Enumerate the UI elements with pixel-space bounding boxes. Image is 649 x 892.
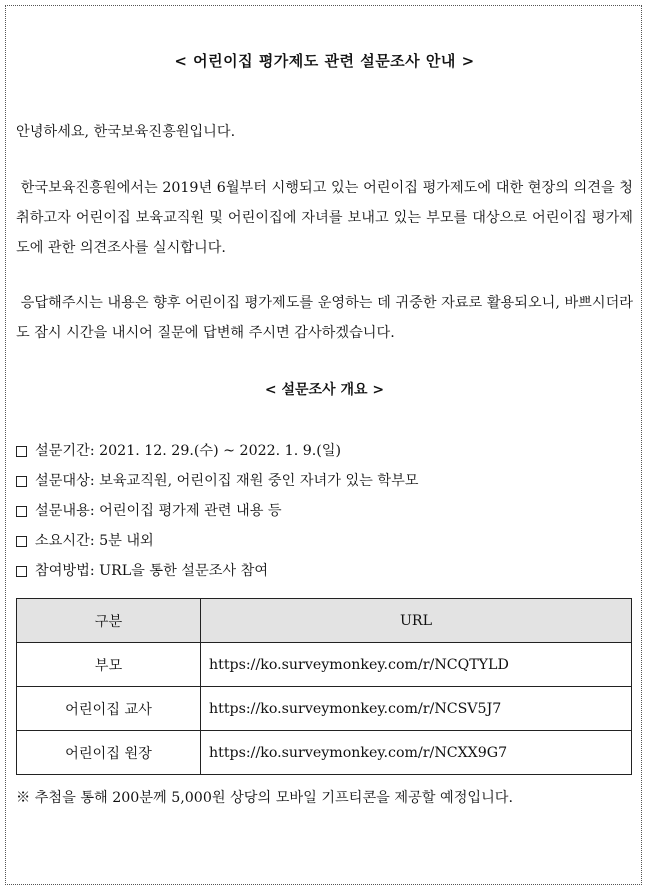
header-category: 구분 (17, 599, 201, 643)
row-url-link[interactable]: https://ko.surveymonkey.com/r/NCSV5J7 (201, 687, 632, 731)
overview-title: < 설문조사 개요 > (264, 382, 385, 398)
document-title: < 어린이집 평가제도 관련 설문조사 안내 > (174, 52, 475, 70)
table-row (17, 643, 632, 687)
table-row (17, 687, 632, 731)
overview-item-target (16, 466, 633, 496)
intro-paragraph-text: 한국보육진흥원에서는 2019년 6월부터 시행되고 있는 어린이집 평가제도에 대한 현장의 의견을 청취하고자 어린이집 보육교직원 및 어린이집에 자녀를 보내고 있는 부모를 대상으로 어린이집 평가제도에 관한 의견조사를 실시합니다. (16, 180, 634, 256)
checkbox-icon (16, 566, 27, 577)
request-paragraph-text: 응답해주시는 내용은 향후 어린이집 평가제도를 운영하는 데 귀중한 자료로 활용되오니, 바쁘시더라도 잠시 시간을 내시어 질문에 답변해 주시면 감사하겠습니다. (16, 295, 633, 341)
checkbox-icon (16, 476, 27, 487)
overview-item-text: 설문내용: 어린이집 평가제 관련 내용 등 (35, 503, 282, 519)
row-url-link[interactable]: https://ko.surveymonkey.com/r/NCQTYLD (201, 643, 632, 687)
overview-item-content (16, 496, 633, 526)
table-row (17, 731, 632, 775)
row-url-link[interactable]: https://ko.surveymonkey.com/r/NCXX9G7 (201, 731, 632, 775)
checkbox-icon (16, 536, 27, 547)
gift-note: ※ 추첨을 통해 200분께 5,000원 상당의 모바일 기프티콘을 제공할 예정입니다. (16, 790, 514, 806)
header-url: URL (201, 599, 632, 643)
overview-item-text: 설문기간: 2021. 12. 29.(수) ~ 2022. 1. 9.(일) (35, 443, 342, 459)
overview-item-text: 설문대상: 보육교직원, 어린이집 재원 중인 자녀가 있는 학부모 (35, 473, 419, 489)
row-category: 어린이집 교사 (17, 687, 201, 731)
row-category: 어린이집 원장 (17, 731, 201, 775)
intro-paragraph (16, 173, 633, 263)
overview-list (16, 436, 633, 586)
checkbox-icon (16, 446, 27, 457)
greeting-text: 안녕하세요, 한국보육진흥원입니다. (16, 124, 236, 140)
checkbox-icon (16, 506, 27, 517)
overview-item-period (16, 436, 633, 466)
table-header-row (17, 599, 632, 643)
overview-item-text: 참여방법: URL을 통한 설문조사 참여 (35, 563, 269, 579)
overview-item-text: 소요시간: 5분 내외 (35, 533, 154, 549)
row-category: 부모 (17, 643, 201, 687)
request-paragraph (16, 288, 633, 348)
overview-item-method (16, 556, 633, 586)
overview-item-duration (16, 526, 633, 556)
survey-url-table (16, 598, 632, 775)
